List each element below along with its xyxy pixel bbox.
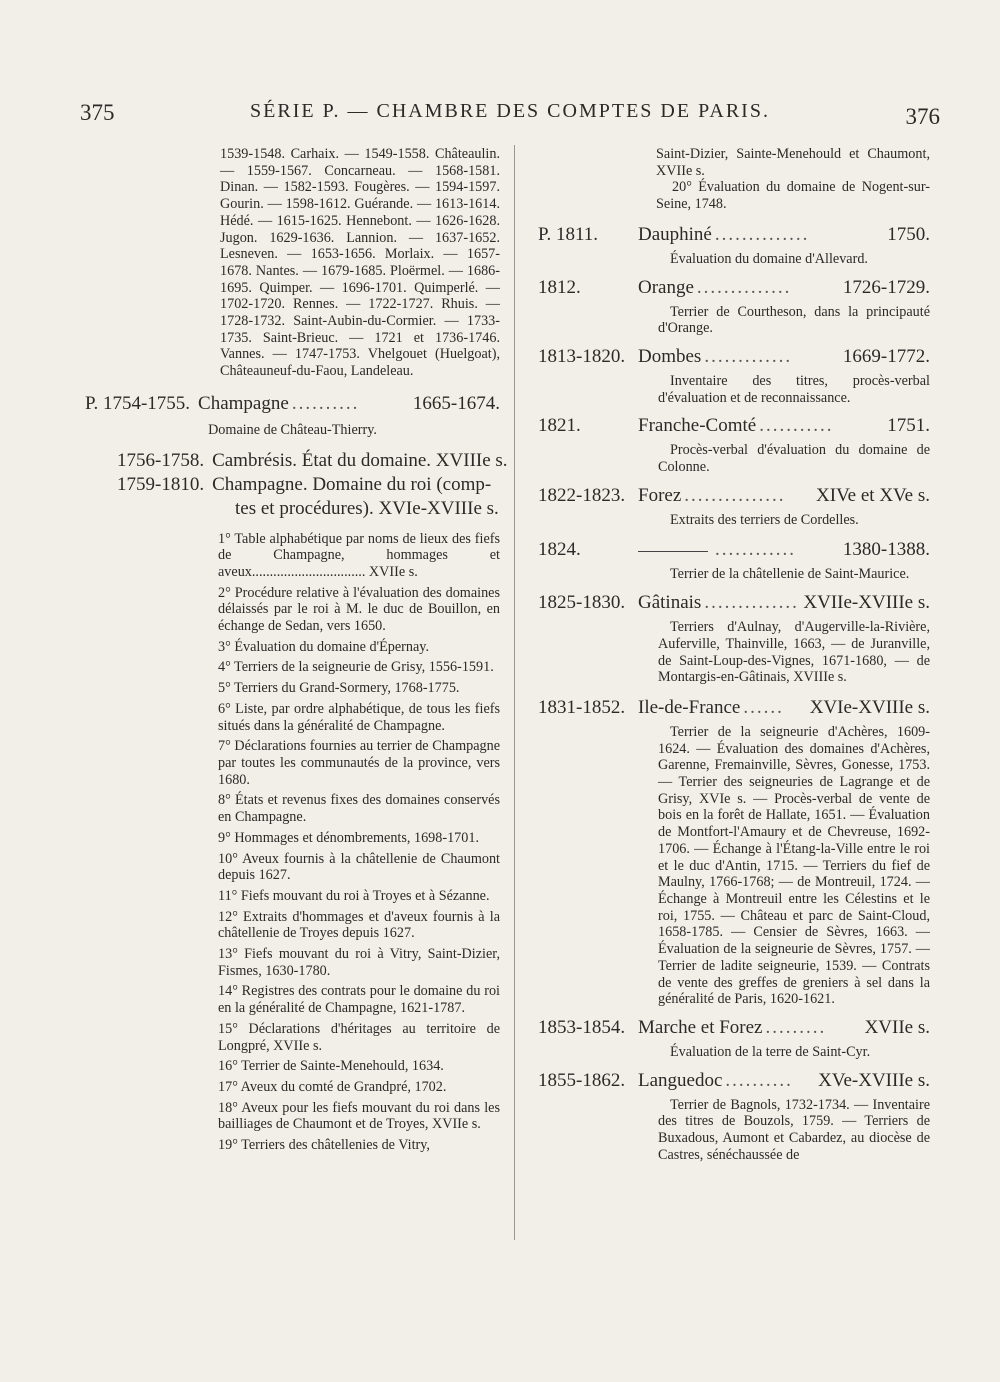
entry-description: Procès-verbal d'évaluation du domaine de Colonne. [658,442,930,476]
right-entries [538,223,930,1164]
entry-description: Terrier de Courtheson, dans la principauté d'Orange. [658,303,930,337]
list-item: 4° Terriers de la seigneurie de Grisy, 1556-1591. [218,659,494,676]
entry-dates: 1380-1388. [842,539,930,561]
entry-title: Languedoc [638,1069,723,1091]
entry-dates: 1750. [887,223,930,245]
entry-leader: .............. [714,223,810,245]
list-item: 2° Procédure relative à l'évaluation des domaines délaissés par le roi à M. le duc de Bouillon, en échange de Sedan, vers 1650. [218,584,500,635]
entry-dates: 1726-1729. [842,276,930,298]
entry-champagne [85,392,500,416]
entry-leader: ............ [715,539,796,561]
list-item: 18° Aveux pour les fiefs mouvant du roi dans les bailliages de Chaumont et de Troyes, XVIIe s. [218,1099,500,1133]
entry-leader: ............. [704,345,793,367]
entry-leader: .............. [696,276,792,298]
list-item: 5° Terriers du Grand-Sormery, 1768-1775. [218,680,460,697]
entry-description: Évaluation de la terre de Saint-Cyr. [670,1043,871,1060]
right-column [538,146,930,1163]
entry-dates: 1751. [887,415,930,437]
entry-title: Forez [638,484,682,506]
entry-champagne-roi [85,473,500,497]
entry-cote: 1812. [538,276,581,298]
entry-dates: 1665-1674. [412,392,500,414]
entry-dates: 1669-1772. [842,345,930,367]
entry-row [538,591,930,615]
list-item: 6° Liste, par ordre alphabétique, de tous les fiefs situés dans la généralité de Champagne. [218,700,500,734]
entry-leader: ............... [684,484,786,506]
entry-row [538,276,930,300]
entry-row [538,484,930,508]
ditto-rule [638,551,708,552]
entry-leader: ......... [765,1016,827,1038]
list-item: 1° Table alphabétique par noms de lieux des fiefs de Champagne, hommages et aveux................................ XVIIe s. [218,530,500,580]
entry-cote: 1853-1854. [538,1016,626,1038]
entry-title: Dauphiné [638,223,712,245]
entry-champagne-roi-cont [85,497,500,521]
entry-cote: 1821. [538,415,581,437]
entry-leader: ...... [743,696,784,718]
entry-row [538,414,930,438]
entry-dates: XVIIe-XVIIIe s. [803,592,930,614]
entry-row [538,538,930,562]
list-item: 9° Hommages et dénombrements, 1698-1701. [218,829,480,846]
entry-cote: 1831-1852. [538,696,626,718]
entry-title: Cambrésis. État du domaine. XVIIIe s. [212,449,508,471]
continued-text: Saint-Dizier, Sainte-Menehould et Chaumont, XVIIe s. [656,146,930,179]
entry-description: Évaluation du domaine d'Allevard. [670,250,868,267]
item-list [218,531,500,1154]
entry-cote: 1756-1758. [117,449,205,471]
entry-description: Domaine de Château-Thierry. [208,421,377,438]
list-item: 3° Évaluation du domaine d'Épernay. [218,638,429,655]
entry-title: Franche-Comté [638,415,757,437]
list-item: 15° Déclarations d'héritages au territoire de Longpré, XVIIe s. [218,1020,500,1054]
list-item: 7° Déclarations fournies au terrier de Champagne par toutes les communautés de la province, vers 1680. [218,738,500,788]
page-header [80,100,940,136]
entry-description: Terrier de la seigneurie d'Achères, 1609-1624. — Évaluation des domaines d'Achères, Garenne, Fremainville, Sèvres, Gonesse, 1753. — Terrier des seigneuries de Lagrange et de Grisy, XVIe s. — Procès-verbal de vente de bois en la forêt de Hallate, 1651. — Évaluation de Montfort-l'Amaury et de Chevreuse, 1692-1706. — Échange à l'Étang-la-Ville entre le roi et le duc d'Antin, 1715. — Terriers du fief de Maulny, 1766-1768; — de Montreuil, 1724. — Échange à Montreuil entre les Célestins et le roi, 1755. — Château et parc de Saint-Cloud, 1658-1785. — Censier de Sèvres, 1663. — Évaluation de la seigneurie de Sèvres, 1757. — Terrier de ladite seigneurie, 1539. — Contrats de vente des greffes de greniers à sel dans la généralité de Paris, 1620-1621. [658,723,930,1008]
entry-cambresis [85,449,508,473]
page-number-right: 376 [905,104,940,129]
entry-description: Terriers d'Aulnay, d'Augerville-la-Rivière, Auferville, Thainville, 1663, — de Juranville, de Saint-Loup-des-Vignes, 1671-1680, — de Montargis-en-Gâtinais, XVIIIe s. [658,619,930,686]
entry-row [538,345,930,369]
entry-cote: 1759-1810. [117,473,205,495]
entry-row [538,696,930,720]
entry-leader: .......... [725,1069,793,1091]
left-column [85,146,508,1158]
entry-row [538,223,930,247]
entry-title: Ile-de-France [638,696,741,718]
entry-cote: 1813-1820. [538,345,626,367]
list-item: 20° Évaluation du domaine de Nogent-sur-Seine, 1748. [656,179,930,213]
list-item: 11° Fiefs mouvant du roi à Troyes et à Sézanne. [218,887,490,904]
list-item: 17° Aveux du comté de Grandpré, 1702. [218,1078,447,1095]
entry-cote: 1822-1823. [538,484,626,506]
entry-leader: .......... [291,392,360,414]
entry-description: Inventaire des titres, procès-verbal d'évaluation et de reconnaissance. [658,372,930,406]
list-item: 13° Fiefs mouvant du roi à Vitry, Saint-Dizier, Fismes, 1630-1780. [218,946,500,979]
entry-leader: ........... [759,415,834,437]
page-number-left: 375 [80,100,115,125]
entry-title: Champagne [198,392,289,414]
list-item: 14° Registres des contrats pour le domaine du roi en la généralité de Champagne, 1621-1787. [218,983,500,1017]
entry-row [538,1016,930,1040]
list-item: 12° Extraits d'hommages et d'aveux fournis à la châtellenie de Troyes depuis 1627. [218,908,500,942]
list-item: 8° États et revenus fixes des domaines conservés en Champagne. [218,792,500,826]
entry-leader: .............. [704,592,799,614]
entry-cote: 1824. [538,539,581,561]
list-item: 16° Terrier de Sainte-Menehould, 1634. [218,1058,444,1075]
entry-cote: 1855-1862. [538,1069,626,1091]
entry-dates: XVIIe s. [864,1016,930,1038]
entry-title: Dombes [638,345,702,367]
entry-title: Gâtinais [638,592,702,614]
entry-cote: 1825-1830. [538,592,626,614]
entry-description: Terrier de Bagnols, 1732-1734. — Inventaire des titres de Bouzols, 1759. — Terriers de Buxadous, Aumont et Cabardez, au diocèse de Castres, sénéchaussée de [658,1096,930,1163]
entry-dates: XIVe et XVe s. [816,484,930,506]
entry-dates: XVe-XVIIIe s. [818,1069,930,1091]
list-item: 10° Aveux fournis à la châtellenie de Chaumont depuis 1627. [218,850,500,884]
running-title: SÉRIE P. — CHAMBRE DES COMPTES DE PARIS. [250,100,770,122]
entry-title: Marche et Forez [638,1016,763,1038]
entry-row [538,1069,930,1093]
entry-dates: XVIe-XVIIIe s. [809,696,930,718]
entry-description: Terrier de la châtellenie de Saint-Maurice. [670,566,910,583]
entry-title-cont: tes et procédures). XVIe-XVIIIe s. [235,497,499,519]
entry-cote: P. 1754-1755. [85,392,191,414]
entry-cote: P. 1811. [538,223,599,245]
list-item: 19° Terriers des châtellenies de Vitry, [218,1137,430,1154]
entry-title: Champagne. Domaine du roi (comp- [212,473,492,495]
brittany-text: 1539-1548. Carhaix. — 1549-1558. Châteaulin. — 1559-1567. Concarneau. — 1568-1581. Dinan. — 1582-1593. Fougères. — 1594-1597. Gourin. — 1598-1612. Guérande. — 1613-1614. Hédé. — 1615-1625. Hennebont. — 1626-1628. Jugon. 1629-1636. Lannion. — 1637-1652. Lesneven. — 1653-1656. Morlaix. — 1657-1678. Nantes. — 1679-1685. Ploërmel. — 1686-1695. Quimper. — 1696-1701. Quimperlé. — 1702-1720. Rennes. — 1722-1727. Rhuis. — 1728-1732. Saint-Aubin-du-Cormier. — 1733-1735. Saint-Brieuc. — 1721 et 1736-1746. Vannes. — 1747-1753. Vhelgouet (Huelgoat), Châteauneuf-du-Faou, Landeleau. [220,146,500,380]
entry-title [638,538,712,562]
entry-title: Orange [638,276,694,298]
entry-description: Extraits des terriers de Cordelles. [670,511,859,528]
column-divider [514,145,515,1240]
